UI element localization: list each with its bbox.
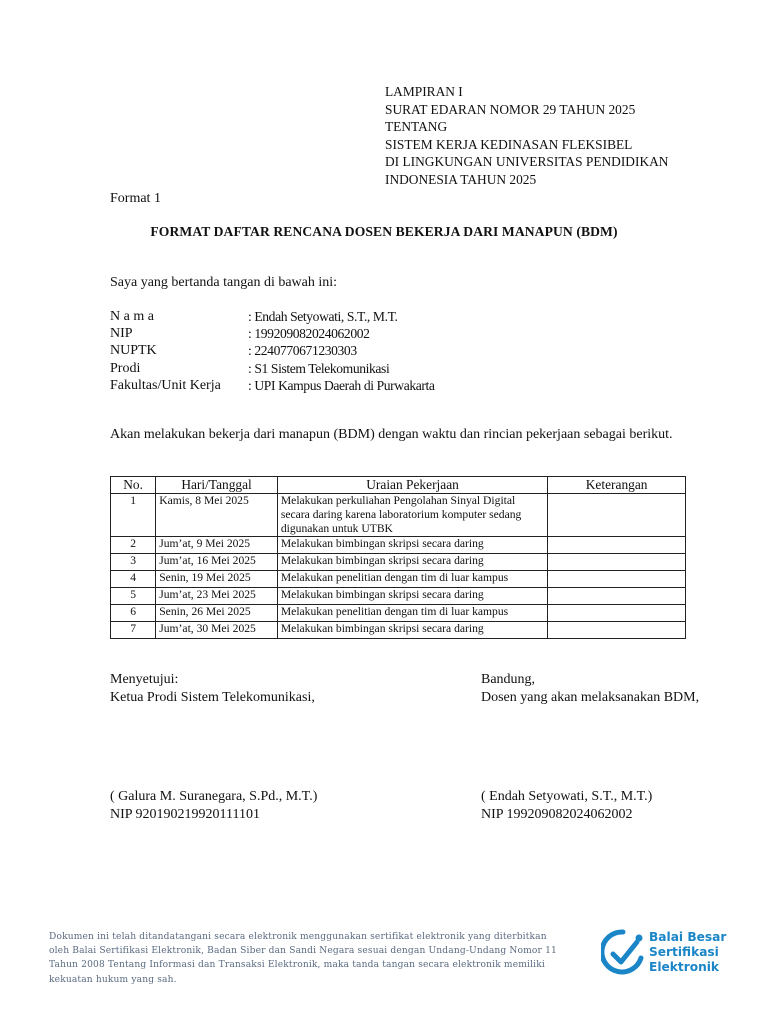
approver-name: ( Galura M. Suranegara, S.Pd., M.T.) xyxy=(110,789,318,804)
lampiran-line: TENTANG xyxy=(385,119,448,134)
bdm-plan-table xyxy=(110,476,686,639)
cell-keterangan xyxy=(548,554,686,571)
table-header-row xyxy=(111,477,686,494)
cell-tanggal: Jum’at, 9 Mei 2025 xyxy=(156,537,278,554)
cell-keterangan xyxy=(548,605,686,622)
identity-label: NUPTK xyxy=(110,343,157,359)
identity-row-nip xyxy=(110,325,435,342)
approval-heading: Menyetujui: xyxy=(110,672,179,687)
document-title: FORMAT DAFTAR RENCANA DOSEN BEKERJA DARI MANAPUN (BDM) xyxy=(150,224,618,239)
cell-tanggal: Jum’at, 30 Mei 2025 xyxy=(156,622,278,639)
cell-uraian: Melakukan bimbingan skripsi secara daring xyxy=(277,588,547,605)
approver-signature xyxy=(110,788,317,823)
approval-block xyxy=(110,671,315,706)
cell-tanggal: Kamis, 8 Mei 2025 xyxy=(156,494,278,537)
cell-no: 1 xyxy=(111,494,156,537)
esign-notice xyxy=(49,930,579,987)
identity-value: : 199209082024062002 xyxy=(248,326,370,342)
bsre-logo xyxy=(601,928,726,976)
approver-nip: NIP 920190219920111101 xyxy=(110,806,260,822)
esign-notice-line: kekuatan hukum yang sah. xyxy=(49,974,177,985)
cell-uraian: Melakukan bimbingan skripsi secara daring xyxy=(277,537,547,554)
table-row xyxy=(111,605,686,622)
cell-uraian: Melakukan perkuliahan Pengolahan Sinyal Digital secara daring karena laboratorium komputer sedang digunakan untuk UTBK xyxy=(277,494,547,537)
identity-label: Prodi xyxy=(110,360,141,376)
table-row xyxy=(111,571,686,588)
identity-value: : S1 Sistem Telekomunikasi xyxy=(248,360,390,376)
lampiran-line: INDONESIA TAHUN 2025 xyxy=(385,171,537,187)
cell-no: 2 xyxy=(111,537,156,554)
cell-tanggal: Senin, 26 Mei 2025 xyxy=(156,605,278,622)
cell-no: 4 xyxy=(111,571,156,588)
identity-label: NIP xyxy=(110,326,133,342)
cell-keterangan xyxy=(548,494,686,537)
intro-text: Saya yang bertanda tangan di bawah ini: xyxy=(110,275,338,290)
lecturer-name: ( Endah Setyowati, S.T., M.T.) xyxy=(481,789,653,804)
identity-row-nama xyxy=(110,308,435,325)
cell-uraian: Melakukan penelitian dengan tim di luar kampus xyxy=(277,605,547,622)
lecturer-block xyxy=(481,671,699,706)
column-header-uraian: Uraian Pekerjaan xyxy=(277,477,547,494)
format-label: Format 1 xyxy=(110,191,161,206)
identity-row-fakultas xyxy=(110,377,435,394)
esign-notice-line: oleh Balai Sertifikasi Elektronik, Badan Siber dan Sandi Negara sesuai dengan Undang-Undang Nomor 11 xyxy=(49,946,557,957)
approver-role: Ketua Prodi Sistem Telekomunikasi, xyxy=(110,689,315,705)
cell-tanggal: Senin, 19 Mei 2025 xyxy=(156,571,278,588)
cell-tanggal: Jum’at, 23 Mei 2025 xyxy=(156,588,278,605)
cell-keterangan xyxy=(548,537,686,554)
cell-no: 5 xyxy=(111,588,156,605)
cell-no: 7 xyxy=(111,622,156,639)
table-row xyxy=(111,554,686,571)
place-label: Bandung, xyxy=(481,672,536,687)
column-header-keterangan: Keterangan xyxy=(548,477,686,494)
lampiran-line: LAMPIRAN I xyxy=(385,84,463,99)
bsre-logo-text xyxy=(649,930,726,975)
esign-notice-line: Tahun 2008 Tentang Informasi dan Transaksi Elektronik, maka tanda tangan secara elektronik memiliki xyxy=(49,960,545,971)
cell-keterangan xyxy=(548,571,686,588)
statement-text: Akan melakukan bekerja dari manapun (BDM) dengan waktu dan rincian pekerjaan sebagai berikut. xyxy=(110,427,673,442)
cell-keterangan xyxy=(548,588,686,605)
bsre-logo-line: Elektronik xyxy=(649,959,720,974)
identity-row-nuptk xyxy=(110,342,435,359)
identity-label: Fakultas/Unit Kerja xyxy=(110,377,221,393)
lecturer-nip: NIP 199209082024062002 xyxy=(481,806,633,822)
identity-label: N a m a xyxy=(110,309,154,324)
table-row xyxy=(111,588,686,605)
identity-value: : UPI Kampus Daerah di Purwakarta xyxy=(248,377,435,393)
lampiran-header xyxy=(385,83,668,188)
identity-row-prodi xyxy=(110,360,435,377)
lampiran-line: SURAT EDARAN NOMOR 29 TAHUN 2025 xyxy=(385,101,636,117)
cell-tanggal: Jum’at, 16 Mei 2025 xyxy=(156,554,278,571)
cell-keterangan xyxy=(548,622,686,639)
bsre-logo-line: Balai Besar xyxy=(649,929,727,944)
identity-block xyxy=(110,308,435,394)
lecturer-role: Dosen yang akan melaksanakan BDM, xyxy=(481,689,700,705)
cell-uraian: Melakukan penelitian dengan tim di luar kampus xyxy=(277,571,547,588)
table-row xyxy=(111,622,686,639)
lecturer-signature xyxy=(481,788,652,823)
identity-value: : Endah Setyowati, S.T., M.T. xyxy=(248,309,398,324)
table-row xyxy=(111,494,686,537)
table-row xyxy=(111,537,686,554)
bsre-logo-icon xyxy=(601,928,645,976)
bsre-logo-line: Sertifikasi xyxy=(649,944,719,959)
identity-value: : 2240770671230303 xyxy=(248,343,357,359)
column-header-no: No. xyxy=(111,477,156,494)
column-header-tanggal: Hari/Tanggal xyxy=(156,477,278,494)
esign-notice-line: Dokumen ini telah ditandatangani secara elektronik menggunakan sertifikat elektronik yang diterbitkan xyxy=(49,932,547,942)
cell-no: 3 xyxy=(111,554,156,571)
cell-uraian: Melakukan bimbingan skripsi secara daring xyxy=(277,554,547,571)
lampiran-line: DI LINGKUNGAN UNIVERSITAS PENDIDIKAN xyxy=(385,154,669,169)
cell-uraian: Melakukan bimbingan skripsi secara daring xyxy=(277,622,547,639)
cell-no: 6 xyxy=(111,605,156,622)
lampiran-line: SISTEM KERJA KEDINASAN FLEKSIBEL xyxy=(385,136,633,152)
